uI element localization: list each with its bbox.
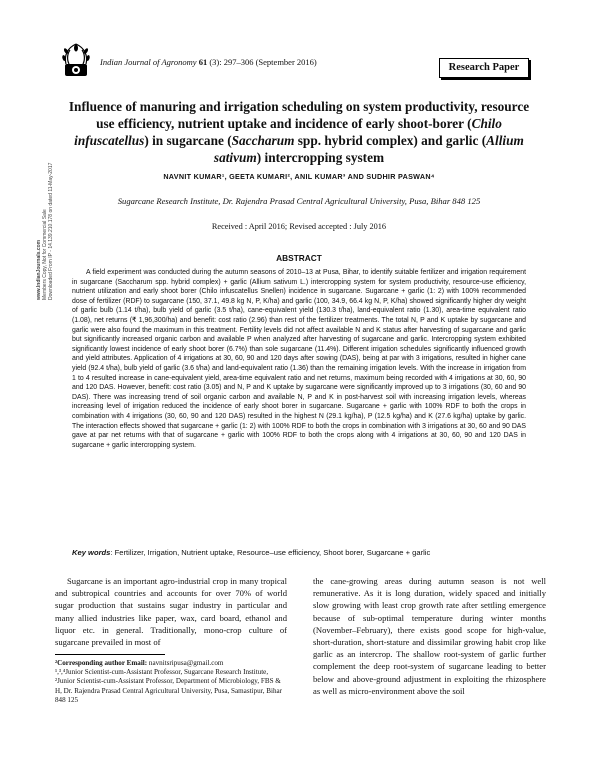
article-title: Influence of manuring and irrigation scheduling on system productivity, resource use efficiency, nutrient uptake and incidence of early shoot-borer (Chilo infuscatellus) in sugarcane (Saccharum spp. hybrid complex) and garlic (Allium sativum) intercropping system — [68, 99, 530, 165]
watermark-site: www.IndianJournals.com — [36, 239, 42, 300]
corresponding-email: navnitsripusa@gmail.com — [147, 659, 224, 667]
keywords — [72, 548, 532, 557]
keywords-label: Key words — [72, 548, 111, 557]
body-left-column: Sugarcane is an important agro-industrial crop in many tropical and subtropical countries and accounts for over 70% of world sugar production that sustains sugar industry in particular and many allied industries like paper, wax, card board, ethanol and liquor etc. in general. Traditionally, mono-crop culture of sugarcane prevailed in most of — [55, 576, 287, 648]
affiliation: Sugarcane Research Institute, Dr. Rajendra Prasad Central Agricultural University, Pusa, Bihar 848 125 — [117, 196, 481, 206]
article-type-badge: Research Paper — [439, 58, 529, 78]
journal-volume: 61 — [198, 57, 208, 67]
journal-issue-pages: (3): 297–306 (September 2016) — [209, 57, 317, 67]
footnote-divider — [55, 654, 165, 655]
body-right-column: the cane-growing areas during autumn season is not well remunerative. As it is long duration, widely spaced and initially slow growing with least crop growth rate after settling emergence because of sub-optimal temperature during winter months (November–February), there exists good scope for high-value, short-duration, short-stature and dissimilar growing habit crop like garlic as an intercrop. The shallow root-system of garlic further complement the deep root-system of sugarcane leading to better below and above-ground adjustment in exploiting the rhizosphere as well as micro-environment above the soil — [313, 576, 546, 696]
download-watermark — [36, 163, 54, 300]
corresponding-author: ²Corresponding author Email: navnitsripusa@gmail.com — [55, 659, 224, 667]
watermark-members: Members Copy, Not for Commercial Sale — [42, 209, 48, 300]
watermark-download: Downloaded From IP - 14.139.210.178 on dated 11-May-2017 — [48, 162, 54, 300]
society-logo-icon — [58, 40, 94, 82]
received-dates: Received : April 2016; Revised accepted : July 2016 — [211, 222, 387, 231]
abstract-heading: ABSTRACT — [276, 253, 322, 263]
author-list: NAVNIT KUMAR¹, GEETA KUMARI², ANIL KUMAR³ AND SUDHIR PASWAN⁴ — [163, 172, 435, 181]
journal-citation — [100, 57, 317, 67]
keywords-list: : Fertilizer, Irrigation, Nutrient uptake, Resource–use efficiency, Shoot borer, Sugarcane + garlic — [110, 548, 431, 557]
author-affiliations-footnote: ¹,³,⁴Junior Scientist-cum-Assistant Professor, Sugarcane Research Institute, ²Junior Scientist-cum-Assistant Professor, Department of Microbiology, FBS & H, Dr. Rajendra Prasad Central Agricultural University, Pusa, Samastipur, Bihar 848 125 — [55, 668, 282, 704]
footnotes — [55, 659, 287, 705]
journal-name: Indian Journal of Agronomy — [100, 57, 197, 67]
abstract-text: A field experiment was conducted during the autumn seasons of 2010–13 at Pusa, Bihar, to identify suitable fertilizer and irrigation requirement in sugarcane (Saccharum spp. hybrid complex) + garlic (Allium sativum L.) intercropping system for system productivity, resource-use efficiency, nutrient utilization and early shoot borer (Chilo infuscatellus Snellen) incidence in sugarcane. Sugarcane + garlic (1: 2) with 100% recommended dose of fertilizer (RDF) to sugarcane (150, 37.1, 49.8 kg N, P, K/ha) and garlic (100, 34.9, 66.4 kg N, P, K/ha) showed significantly higher dry weight of garlic bulb (1.14 t/ha), bulb yield of garlic (3.5 t/ha), cane-equivalent yield (130.3 t/ha), land-equivalent ratio (1.30), area-time equivalent ratio (1.08), net returns (₹ 1,96,300/ha) and benefit: cost ratio (2.96) than rest of the fertilizer treatments. The total N, P and K uptake by sugarcane and garlic were also found the maximum in this treatment. Fertility levels did not affect available N and K status after harvesting of sugarcane and garlic but significantly increased organic carbon and available P when analyzed after harvesting of sugarcane and garlic. Intercropping system exhibited significantly lowest incidence of early shoot borer (6.7%) than sole sugarcane (11.4%). Different irrigation schedules significantly influenced growth and yield attributes. Application of 4 irrigations at 30, 60, 90 and 120 days after sowing (DAS), being at par with 3 irrigations, resulted in higher cane yield (92.4 t/ha), bulb yield of garlic (3.6 t/ha) and land-equivalent ratio (1.36) than the remaining irrigation levels. With the increase in irrigation from 1 to 4 resulted increase in cane-equivalent yield, area-time equivalent ratio and net returns, maximum being recorded with 4 irrigations at 30, 60, 90 and 120 DAS. However, benefit: cost ratio (3.05) and N, P and K uptake by sugarcane were significantly improved up to 3 irrigations (30, 60 and 90 DAS). There was increasing trend of soil organic carbon and available N, P and K in post-harvest soil with increasing irrigation levels, whereas increasing level of irrigation reduced the incidence of early shoot borer in sugarcane. Sugarcane + garlic with 100% RDF to both the crops in combination with 4 irrigations (30, 60, 90 and 120 DAS) resulted in the highest N (29.1 kg/ha), P (12.5 kg/ha) and K (27.6 kg/ha) uptake by garlic. The interaction effects showed that sugarcane + garlic (1: 2) with 100% RDF to both the crops in combination with 3 irrigations at 30, 60 and 90 DAS gave at par net returns with that of sugarcane + garlic with 100% RDF to both the crops along with 4 irrigations at 30, 60, 90 and 120 DAS in sugarcane + garlic intercropping system. — [72, 269, 526, 449]
